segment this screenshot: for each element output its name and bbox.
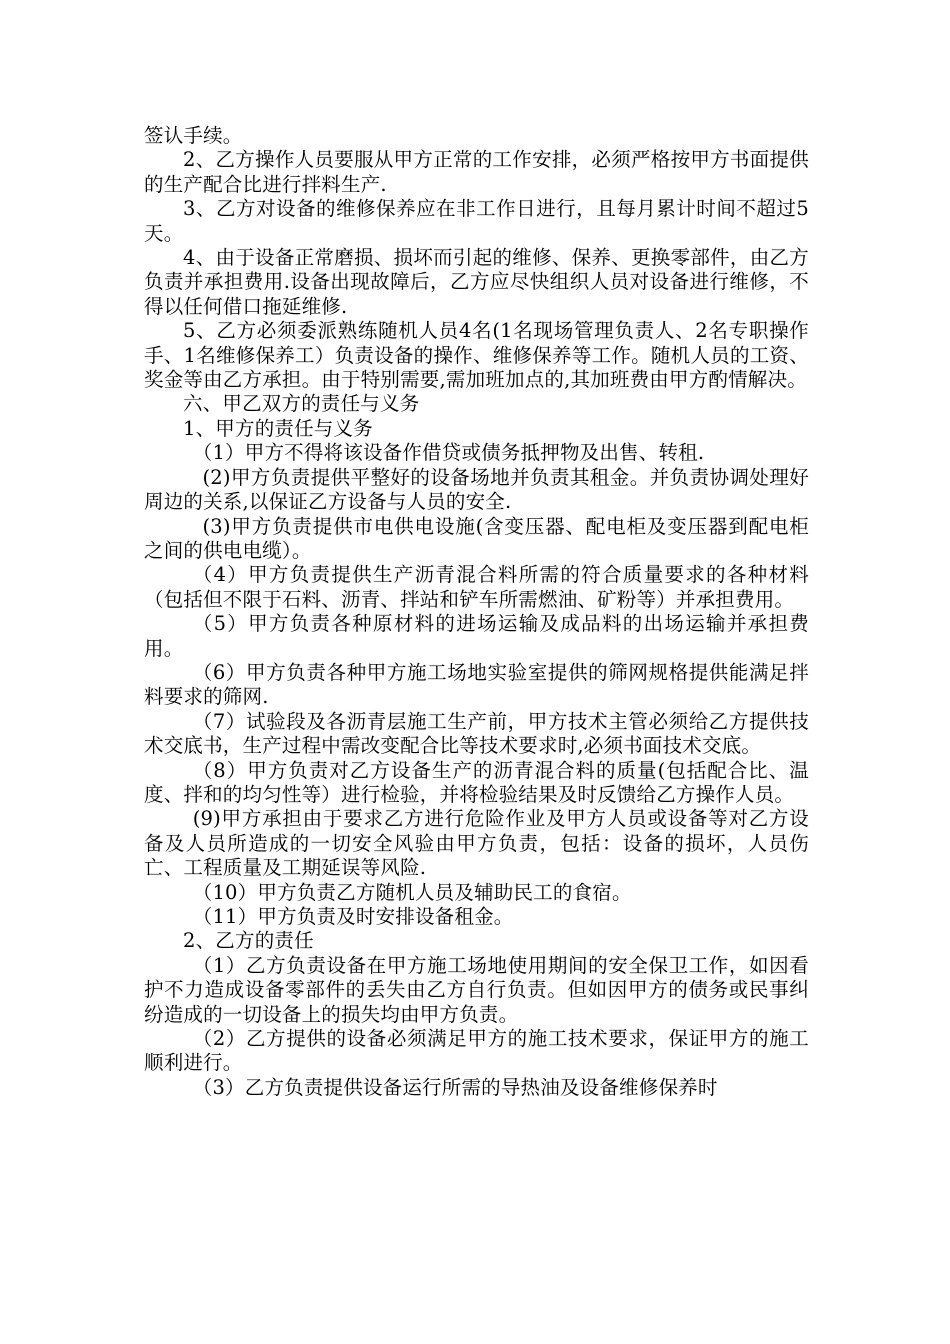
paragraph: 4、由于设备正常磨损、损坏而引起的维修、保养、更换零部件，由乙方负责并承担费用.设备出现故障后，乙方应尽快组织人员对设备进行维修，不得以任何借口拖延维修. bbox=[144, 246, 809, 318]
paragraph: (9)甲方承担由于要求乙方进行危险作业及甲方人员或设备等对乙方设备及人员所造成的一切安全风验由甲方负责，包括：设备的损坏，人员伤亡、工程质量及工期延误等风险. bbox=[144, 807, 809, 880]
paragraph: （6）甲方负责各种甲方施工场地实验室提供的筛网规格提供能满足拌料要求的筛网. bbox=[144, 660, 809, 709]
section-heading: 六、甲乙双方的责任与义务 bbox=[183, 392, 420, 416]
paragraph: 签认手续。 bbox=[144, 124, 243, 147]
subsection-heading: 2、乙方的责任 bbox=[183, 929, 314, 953]
paragraph: （11）甲方负责及时安排设备租金。 bbox=[192, 905, 514, 928]
paragraph: （1）甲方不得将该设备作借贷或债务抵押物及出售、转租. bbox=[192, 441, 705, 465]
paragraph: 3、乙方对设备的维修保养应在非工作日进行，且每月累计时间不超过5天。 bbox=[144, 197, 809, 245]
paragraph: 5、乙方必须委派熟练随机人员4名(1名现场管理负责人、2名专职操作手、1名维修保养工）负责设备的操作、维修保养等工作。随机人员的工资、奖金等由乙方承担。由于特别需要,需加班加点的,其加班费由甲方酌情解决。 bbox=[144, 319, 809, 392]
paragraph: （8）甲方负责对乙方设备生产的沥青混合料的质量(包括配合比、温度、拌和的均匀性等）进行检验，并将检验结果及时反馈给乙方操作人员。 bbox=[144, 758, 809, 806]
paragraph: （10）甲方负责乙方随机人员及辅助民工的食宿。 bbox=[192, 880, 632, 904]
paragraph: （2）乙方提供的设备必须满足甲方的施工技术要求，保证甲方的施工顺利进行。 bbox=[144, 1027, 809, 1075]
paragraph: （5）甲方负责各种原材料的进场运输及成品料的出场运输并承担费用。 bbox=[144, 612, 809, 660]
document-body bbox=[144, 124, 809, 1100]
paragraph: （1）乙方负责设备在甲方施工场地使用期间的安全保卫工作，如因看护不力造成设备零部件的丢失由乙方自行负责。但如因甲方的债务或民事纠纷造成的一切设备上的损失均由甲方负责。 bbox=[144, 953, 809, 1026]
paragraph: （3）乙方负责提供设备运行所需的导热油及设备维修保养时 bbox=[192, 1075, 718, 1099]
paragraph: （4）甲方负责提供生产沥青混合料所需的符合质量要求的各种材料（包括但不限于石料、沥青、拌站和铲车所需燃油、矿粉等）并承担费用。 bbox=[144, 563, 809, 611]
paragraph: (3)甲方负责提供市电供电设施(含变压器、配电柜及变压器到配电柜之间的供电电缆）。 bbox=[144, 514, 809, 562]
paragraph: 2、乙方操作人员要服从甲方正常的工作安排，必须严格按甲方书面提供的生产配合比进行拌料生产. bbox=[144, 148, 809, 196]
subsection-heading: 1、甲方的责任与义务 bbox=[183, 416, 373, 440]
paragraph: (2)甲方负责提供平整好的设备场地并负责其租金。并负责协调处理好周边的关系,以保证乙方设备与人员的安全. bbox=[144, 465, 809, 514]
paragraph: （7）试验段及各沥青层施工生产前，甲方技术主管必须给乙方提供技术交底书，生产过程中需改变配合比等技术要求时,必须书面技术交底。 bbox=[144, 709, 809, 758]
